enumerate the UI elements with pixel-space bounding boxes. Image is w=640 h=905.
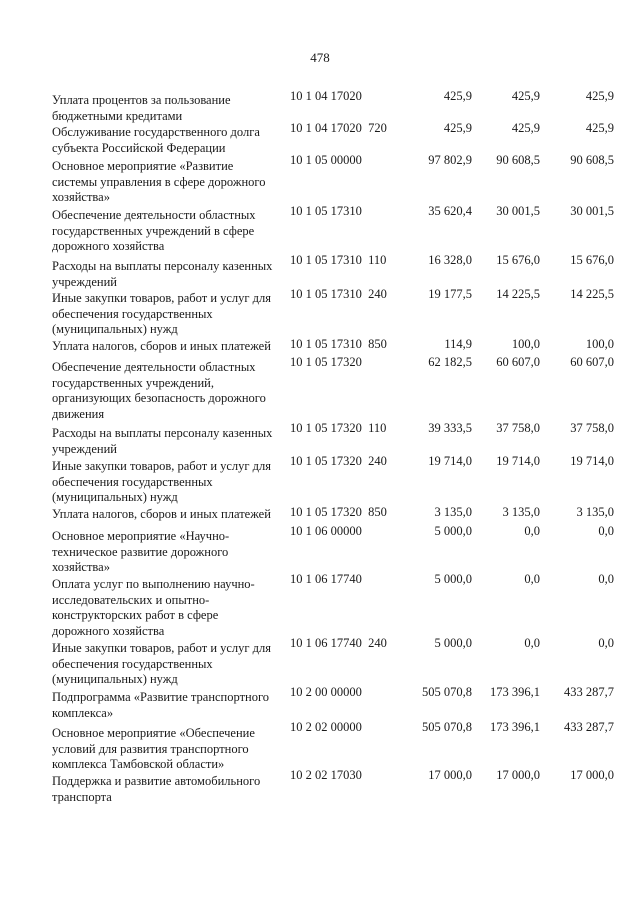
row-description: Расходы на выплаты персоналу казенных учреждений <box>52 426 273 456</box>
row-value-2: 14 225,5 <box>496 287 540 301</box>
row-value-3: 14 225,5 <box>570 287 614 301</box>
row-value-3: 15 676,0 <box>570 253 614 267</box>
row-value-1: 5 000,0 <box>434 636 472 650</box>
row-value-2: 0,0 <box>524 524 540 538</box>
row-description: Обеспечение деятельности областных государственных учреждений в сфере дорожного хозяйства <box>52 208 256 253</box>
row-value-1: 3 135,0 <box>434 505 472 519</box>
row-value-2: 90 608,5 <box>496 153 540 167</box>
row-code: 10 1 06 17740 240 <box>290 636 387 650</box>
row-value-2: 173 396,1 <box>490 685 540 699</box>
row-value-1: 97 802,9 <box>428 153 472 167</box>
row-description: Основное мероприятие «Развитие системы управления в сфере дорожного хозяйства» <box>52 159 266 204</box>
row-value-1: 19 714,0 <box>428 454 472 468</box>
row-value-1: 425,9 <box>443 89 472 103</box>
row-description: Иные закупки товаров, работ и услуг для обеспечения государственных (муниципальных) нужд <box>52 641 272 686</box>
row-value-1: 17 000,0 <box>428 768 472 782</box>
row-description: Уплата налогов, сборов и иных платежей <box>52 339 271 353</box>
row-value-2: 30 001,5 <box>496 204 540 218</box>
row-value-1: 39 333,5 <box>428 421 472 435</box>
row-value-2: 0,0 <box>524 636 540 650</box>
row-code: 10 2 00 00000 <box>290 685 362 699</box>
row-value-2: 19 714,0 <box>496 454 540 468</box>
row-value-1: 35 620,4 <box>428 204 472 218</box>
row-code: 10 1 05 17310 <box>290 204 362 218</box>
row-description: Иные закупки товаров, работ и услуг для обеспечения государственных (муниципальных) нужд <box>52 291 272 336</box>
row-value-3: 0,0 <box>598 524 614 538</box>
row-value-3: 433 287,7 <box>564 685 614 699</box>
row-value-3: 3 135,0 <box>576 505 614 519</box>
row-value-2: 425,9 <box>511 121 540 135</box>
row-code: 10 1 06 17740 <box>290 572 362 586</box>
row-code: 10 2 02 17030 <box>290 768 362 782</box>
row-value-2: 0,0 <box>524 572 540 586</box>
row-value-3: 433 287,7 <box>564 720 614 734</box>
row-code: 10 1 05 17310 850 <box>290 337 387 351</box>
row-value-3: 30 001,5 <box>570 204 614 218</box>
row-code: 10 2 02 00000 <box>290 720 362 734</box>
row-value-1: 505 070,8 <box>422 720 472 734</box>
row-value-3: 425,9 <box>585 121 614 135</box>
row-value-3: 17 000,0 <box>570 768 614 782</box>
row-value-3: 425,9 <box>585 89 614 103</box>
row-value-3: 37 758,0 <box>570 421 614 435</box>
row-description: Подпрограмма «Развитие транспортного комплекса» <box>52 690 270 720</box>
row-description: Расходы на выплаты персоналу казенных учреждений <box>52 259 273 289</box>
row-value-1: 16 328,0 <box>428 253 472 267</box>
row-value-2: 37 758,0 <box>496 421 540 435</box>
row-description: Основное мероприятие «Обеспечение условий для развития транспортного комплекса Тамбовской области» <box>52 726 255 771</box>
row-value-1: 425,9 <box>443 121 472 135</box>
row-value-1: 5 000,0 <box>434 524 472 538</box>
row-code: 10 1 04 17020 <box>290 89 362 103</box>
page-number: 478 <box>310 50 330 65</box>
row-value-3: 60 607,0 <box>570 355 614 369</box>
row-description: Уплата процентов за пользование бюджетными кредитами <box>52 93 231 123</box>
row-code: 10 1 05 17310 240 <box>290 287 387 301</box>
row-value-3: 100,0 <box>585 337 614 351</box>
row-value-3: 0,0 <box>598 636 614 650</box>
row-code: 10 1 06 00000 <box>290 524 362 538</box>
row-code: 10 1 05 17320 <box>290 355 362 369</box>
row-value-2: 17 000,0 <box>496 768 540 782</box>
row-value-1: 19 177,5 <box>428 287 472 301</box>
row-description: Поддержка и развитие автомобильного транспорта <box>52 774 261 804</box>
row-value-2: 3 135,0 <box>502 505 540 519</box>
row-value-3: 19 714,0 <box>570 454 614 468</box>
row-value-3: 0,0 <box>598 572 614 586</box>
row-code: 10 1 05 00000 <box>290 153 362 167</box>
row-code: 10 1 05 17320 240 <box>290 454 387 468</box>
row-description: Иные закупки товаров, работ и услуг для обеспечения государственных (муниципальных) нужд <box>52 459 272 504</box>
row-code: 10 1 05 17310 110 <box>290 253 387 267</box>
row-value-2: 425,9 <box>511 89 540 103</box>
row-value-1: 5 000,0 <box>434 572 472 586</box>
row-description: Оплата услуг по выполнению научно- исследовательских и опытно- конструкторских работ в сфере дорожного хозяйства <box>52 577 255 638</box>
row-value-1: 62 182,5 <box>428 355 472 369</box>
row-code: 10 1 05 17320 110 <box>290 421 387 435</box>
row-description: Обслуживание государственного долга субъекта Российской Федерации <box>52 125 260 155</box>
row-value-1: 505 070,8 <box>422 685 472 699</box>
row-value-2: 173 396,1 <box>490 720 540 734</box>
row-value-3: 90 608,5 <box>570 153 614 167</box>
row-value-2: 15 676,0 <box>496 253 540 267</box>
row-value-2: 100,0 <box>511 337 540 351</box>
row-value-1: 114,9 <box>444 337 472 351</box>
row-code: 10 1 04 17020 720 <box>290 121 387 135</box>
row-code: 10 1 05 17320 850 <box>290 505 387 519</box>
row-value-2: 60 607,0 <box>496 355 540 369</box>
row-description: Уплата налогов, сборов и иных платежей <box>52 507 271 521</box>
row-description: Основное мероприятие «Научно- техническое развитие дорожного хозяйства» <box>52 529 230 574</box>
row-description: Обеспечение деятельности областных государственных учреждений, организующих безопасность дорожного движения <box>52 360 266 421</box>
